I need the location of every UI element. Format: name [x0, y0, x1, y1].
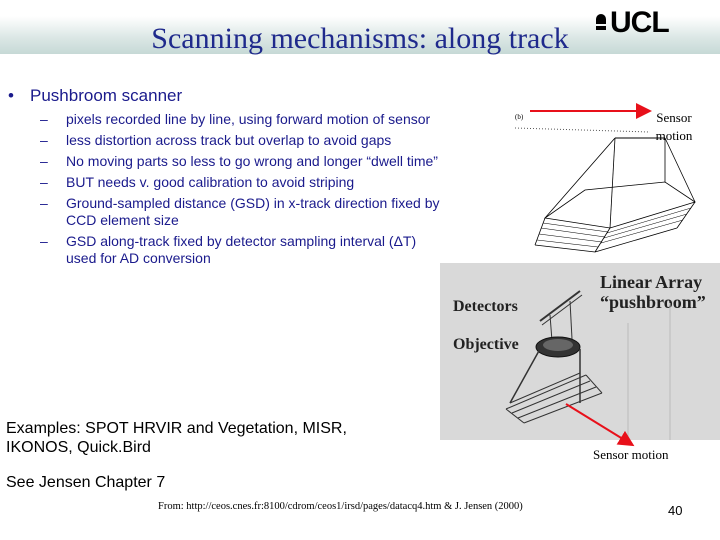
detectors-label: Detectors [453, 298, 518, 315]
bullet-marker: • [8, 86, 14, 105]
objective-label: Objective [453, 336, 519, 353]
pushbroom-line: “pushbroom” [600, 292, 706, 312]
sub-bullet-text: No moving parts so less to go wrong and longer “dwell time” [66, 153, 438, 169]
sub-bullet [40, 174, 440, 191]
linear-array-drawing [440, 263, 720, 440]
dash-marker: – [40, 233, 48, 249]
portico-dome-icon [596, 14, 606, 24]
main-bullet-text: Pushbroom scanner [30, 86, 183, 105]
page-number: 40 [668, 503, 683, 518]
sub-bullet-text: less distortion across track but overlap to avoid gaps [66, 132, 392, 148]
see-also-text: See Jensen Chapter 7 [6, 474, 166, 491]
ucl-logo [596, 8, 706, 46]
source-citation: From: http://ceos.cnes.fr:8100/cdrom/ceos1/irsd/pages/datacq4.htm & J. Jensen (2000) [158, 501, 523, 512]
sub-bullet [40, 111, 440, 128]
slide-title: Scanning mechanisms: along track [151, 22, 569, 55]
sub-bullet [40, 153, 440, 170]
sub-bullet [40, 233, 440, 267]
dash-marker: – [40, 132, 48, 148]
examples-line: Examples: SPOT HRVIR and Vegetation, MISR, [6, 420, 347, 437]
examples-text [6, 419, 406, 457]
linear-array-scan-figure [440, 263, 720, 440]
logo-text: UCL [610, 6, 669, 39]
portico-base-icon [596, 26, 606, 30]
sub-bullet-text: Ground-sampled distance (GSD) in x-track direction fixed by CCD element size [66, 195, 440, 228]
sensor-motion-label-bottom: Sensor motion [593, 447, 669, 462]
sub-bullet [40, 132, 440, 149]
linear-array-line: Linear Array [600, 272, 703, 292]
sensor-motion-label-top [634, 109, 714, 145]
sensor-label-line: Sensor [656, 110, 692, 125]
sub-bullet-text: GSD along-track fixed by detector sampling interval (ΔT) used for AD conversion [66, 233, 417, 266]
examples-line: IKONOS, Quick.Bird [6, 439, 151, 456]
sub-bullet [40, 195, 440, 229]
dash-marker: – [40, 195, 48, 211]
dash-marker: – [40, 153, 48, 169]
figure-b-label: (b) [515, 113, 524, 121]
dash-marker: – [40, 111, 48, 127]
motion-label-line: motion [655, 128, 693, 143]
sub-bullet-list [40, 111, 440, 271]
sub-bullet-text: pixels recorded line by line, using forward motion of sensor [66, 111, 431, 127]
dash-marker: – [40, 174, 48, 190]
sub-bullet-text: BUT needs v. good calibration to avoid striping [66, 174, 355, 190]
main-bullet [8, 86, 182, 106]
